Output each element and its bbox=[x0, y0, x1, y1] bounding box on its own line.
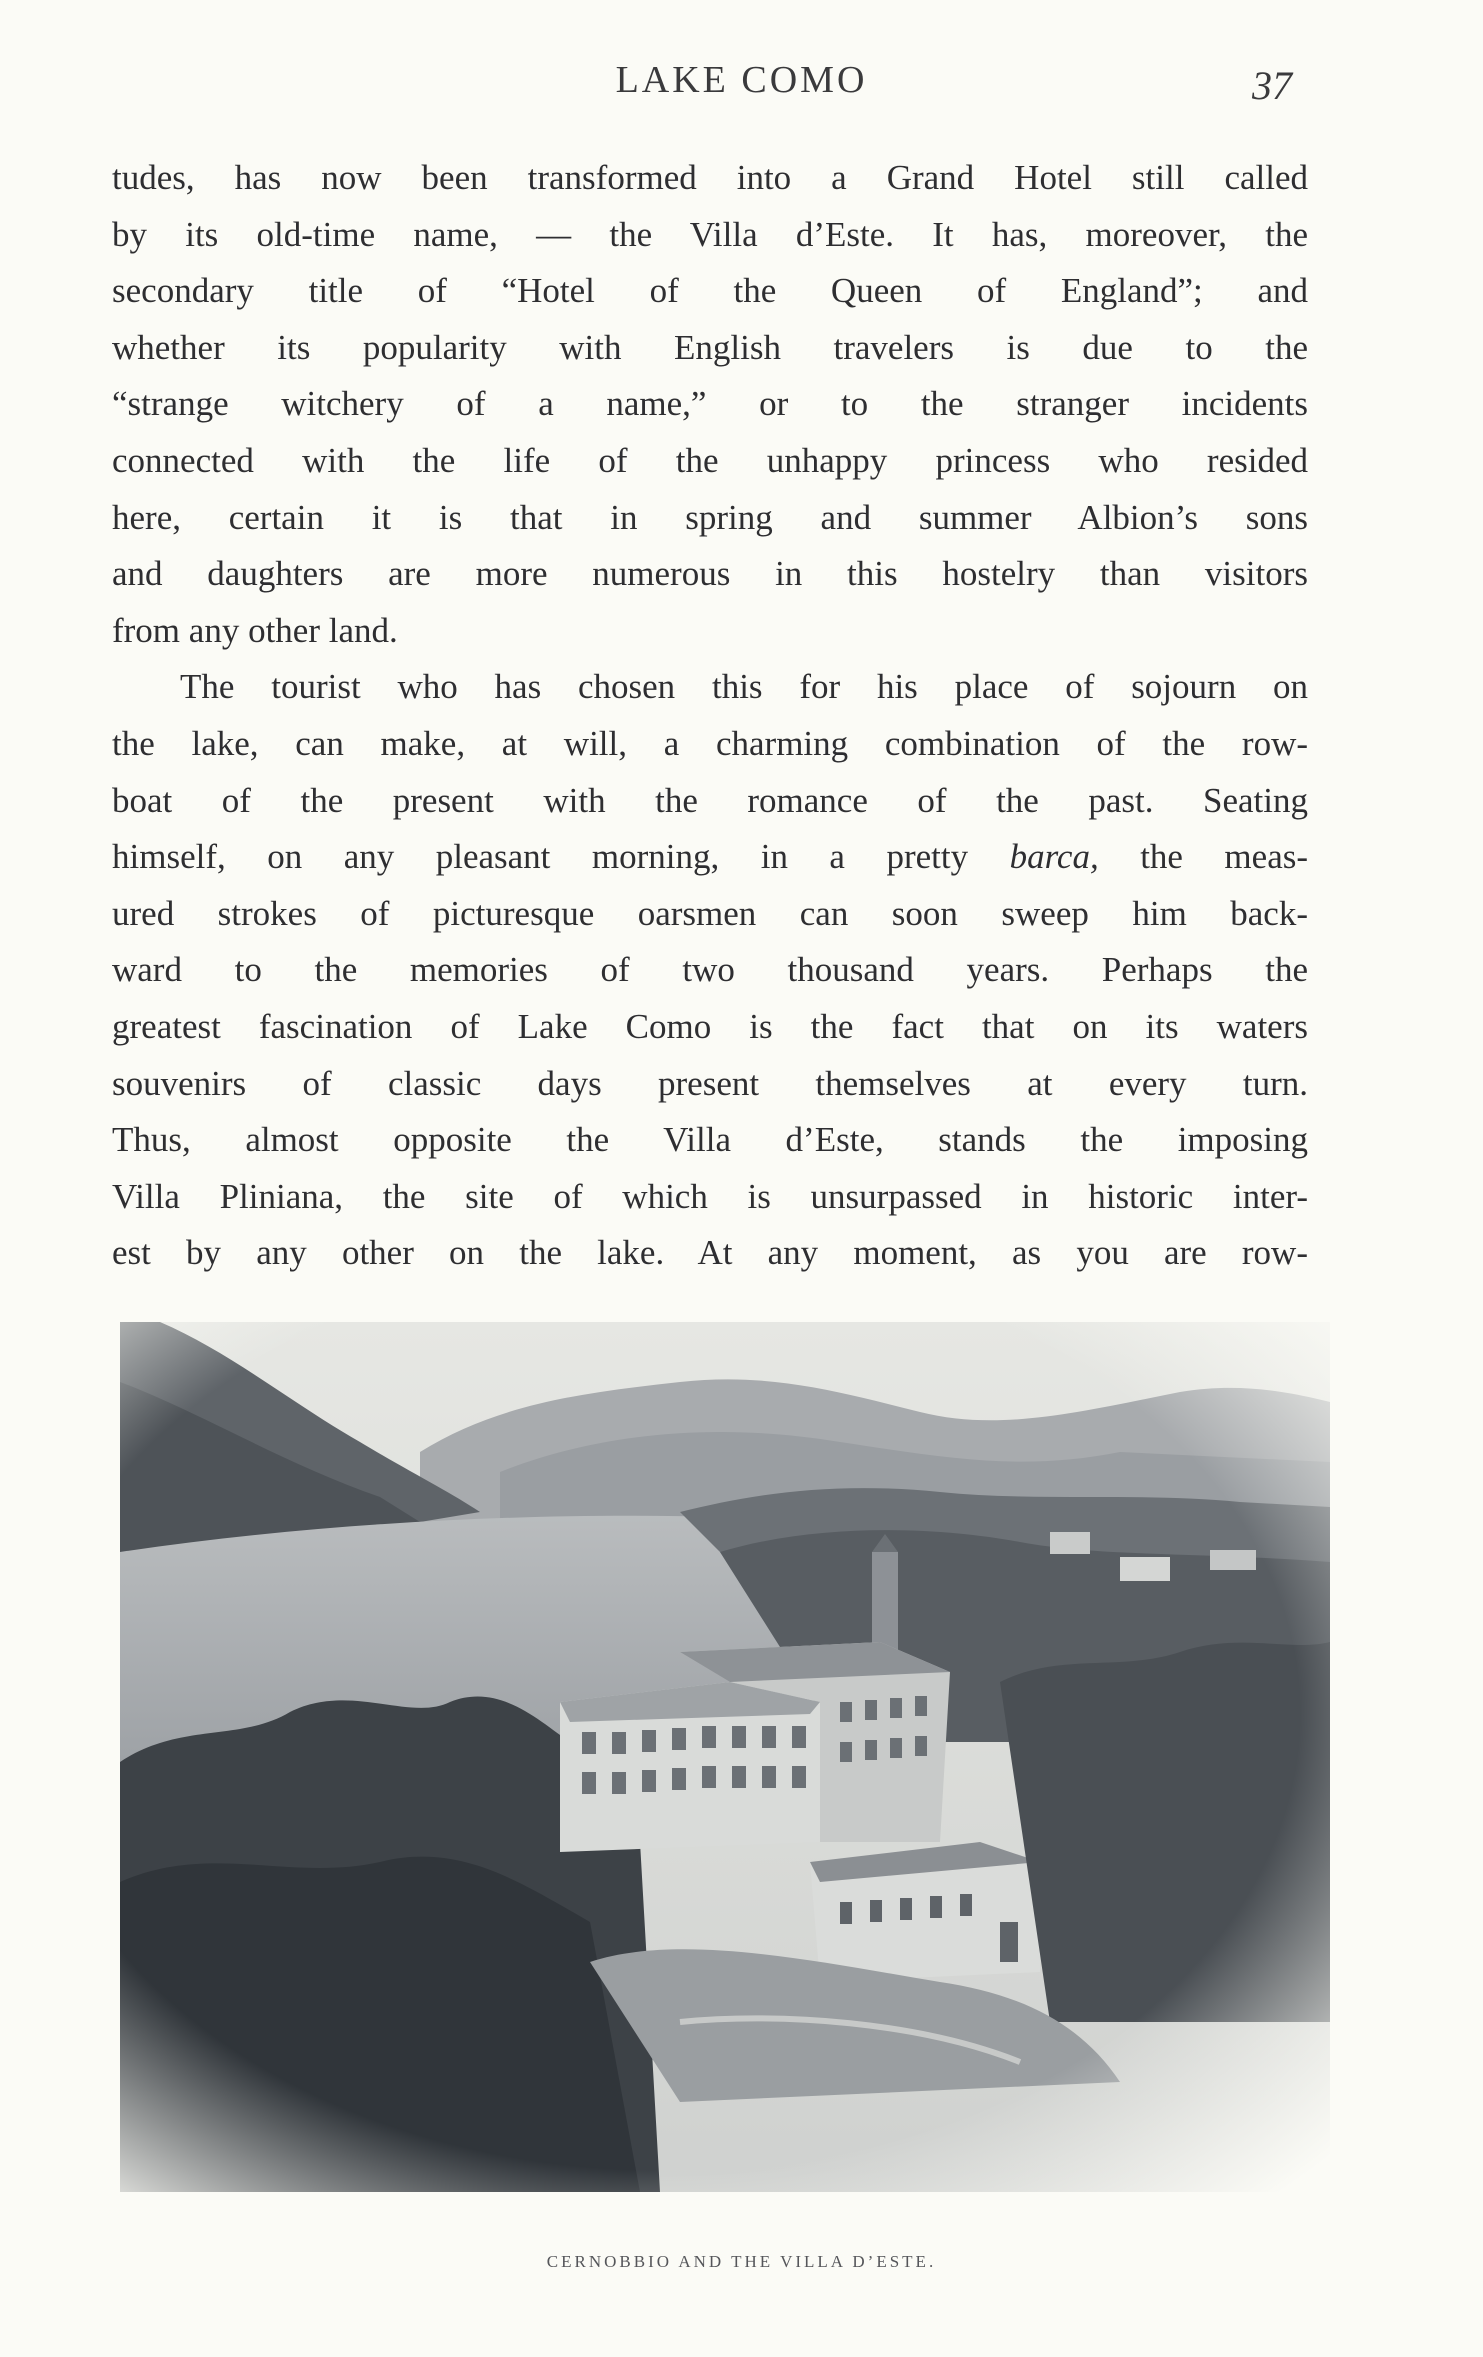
halftone-illustration bbox=[120, 1322, 1330, 2192]
running-head bbox=[0, 58, 1483, 108]
text-line: Thus, almost opposite the Villa d’Este, stands the imposing bbox=[112, 1120, 1308, 1160]
text-line: ward to the memories of two thousand years. Perhaps the bbox=[112, 950, 1308, 990]
paragraph-2 bbox=[112, 659, 1308, 1282]
text-line: greatest fascination of Lake Como is the fact that on its waters bbox=[112, 1006, 1308, 1046]
text-line: secondary title of “Hotel of the Queen of England”; and bbox=[112, 271, 1308, 311]
text-fragment: the meas- bbox=[1098, 837, 1309, 877]
body-text bbox=[112, 150, 1308, 1282]
paragraph-1 bbox=[112, 150, 1308, 659]
text-line: The tourist who has chosen this for his place of sojourn on bbox=[180, 667, 1308, 707]
text-line: ured strokes of picturesque oarsmen can soon sweep him back- bbox=[112, 893, 1308, 933]
text-line: and daughters are more numerous in this hostelry than visitors bbox=[112, 554, 1308, 594]
text-line-with-italic bbox=[112, 829, 1308, 886]
page-number: 37 bbox=[1252, 63, 1292, 108]
text-fragment: himself, on any pleasant morning, in a pretty bbox=[112, 837, 1010, 877]
text-line: Villa Pliniana, the site of which is unsurpassed in historic inter- bbox=[112, 1176, 1308, 1216]
text-line: the lake, can make, at will, a charming combination of the row- bbox=[112, 723, 1308, 763]
italic-word: barca, bbox=[1009, 837, 1099, 877]
lake-villa-picture bbox=[120, 1322, 1330, 2192]
text-line: est by any other on the lake. At any moment, as you are row- bbox=[112, 1233, 1308, 1273]
running-title: LAKE COMO bbox=[615, 59, 868, 101]
text-line: connected with the life of the unhappy princess who resided bbox=[112, 440, 1308, 480]
text-line: tudes, has now been transformed into a Grand Hotel still called bbox=[112, 158, 1308, 197]
text-line: souvenirs of classic days present themselves at every turn. bbox=[112, 1063, 1308, 1103]
text-line: from any other land. bbox=[112, 610, 398, 650]
text-line: boat of the present with the romance of the past. Seating bbox=[112, 780, 1308, 820]
text-line: “strange witchery of a name,” or to the stranger incidents bbox=[112, 384, 1308, 424]
text-line: by its old-time name, — the Villa d’Este. It has, moreover, the bbox=[112, 214, 1308, 254]
figure-caption: CERNOBBIO AND THE VILLA D’ESTE. bbox=[546, 2252, 937, 2271]
text-line: whether its popularity with English travelers is due to the bbox=[112, 327, 1308, 367]
text-line: here, certain it is that in spring and summer Albion’s sons bbox=[112, 497, 1308, 537]
